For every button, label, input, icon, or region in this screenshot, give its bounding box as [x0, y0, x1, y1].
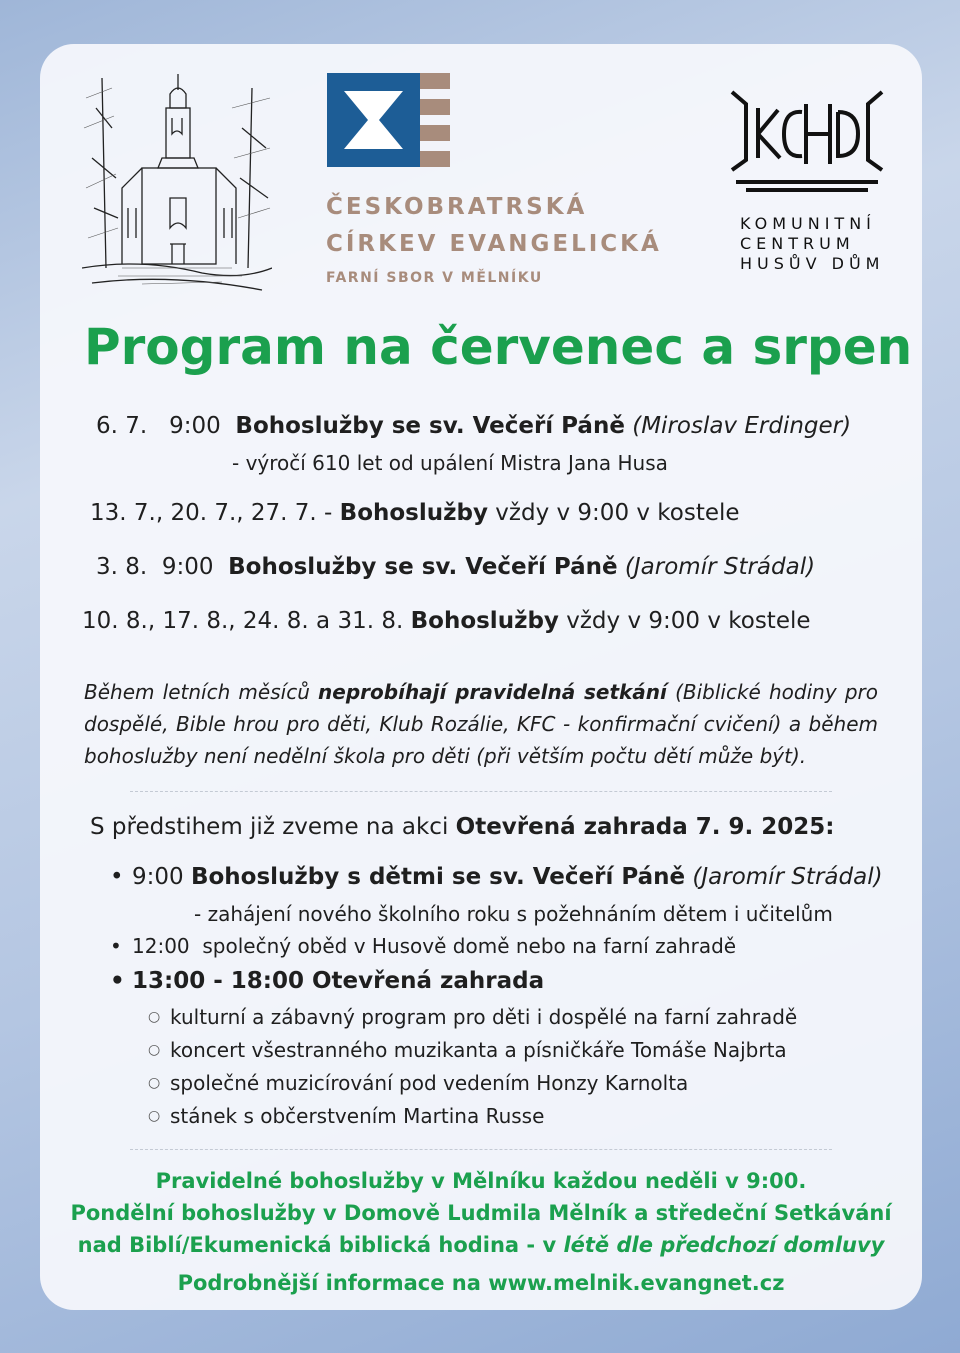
- item2-time: 12:00: [132, 934, 190, 958]
- footer-website: Podrobnější informace na www.melnik.evangnet.cz: [177, 1271, 785, 1295]
- schedule-row-4: [82, 608, 811, 634]
- cce-logo-square: [327, 73, 420, 167]
- row3-date: 3. 8.: [96, 554, 148, 580]
- invite-lead: [90, 814, 834, 840]
- schedule-row-3: [96, 554, 815, 580]
- row1-person: (Miroslav Erdinger): [632, 413, 852, 439]
- row2-event: Bohoslužby: [339, 500, 488, 526]
- summer-notice: [84, 676, 878, 772]
- page-title: Program na červenec a srpen: [84, 318, 913, 376]
- row3-person: (Jaromír Strádal): [624, 554, 816, 580]
- item1-event: Bohoslužby s dětmi se sv. Večeří Páně: [190, 864, 686, 890]
- subitem-4: ○ stánek s občerstvením Martina Russe: [170, 1104, 544, 1128]
- item1-time: 9:00: [132, 864, 184, 890]
- notice-part-a: Během letních měsíců: [84, 680, 310, 704]
- invite-item-1: [132, 864, 883, 890]
- subitem-2: ○ koncert všestranného muzikanta a písničkáře Tomáše Najbrta: [170, 1038, 787, 1062]
- row1-date: 6. 7.: [96, 413, 148, 439]
- item2-text: společný oběd v Husově domě nebo na farní zahradě: [202, 934, 737, 958]
- subitem-3: ○ společné muzicírování pod vedením Honzy Karnolta: [170, 1071, 688, 1095]
- row1-note: - výročí 610 let od upálení Mistra Jana Husa: [232, 451, 668, 475]
- row4-event: Bohoslužby: [410, 608, 559, 634]
- footer-line-3a: nad Biblí/Ekumenická biblická hodina - v: [77, 1233, 557, 1257]
- subitem-1: ○ kulturní a zábavný program pro děti i dospělé na farní zahradě: [170, 1005, 797, 1029]
- invite-lead-text: S předstihem již zveme na akci: [90, 814, 449, 840]
- church-sketch-illustration: [82, 68, 272, 296]
- schedule-row-1: [96, 413, 851, 439]
- row2-rest: vždy v 9:00 v kostele: [495, 500, 740, 526]
- row4-rest: vždy v 9:00 v kostele: [566, 608, 811, 634]
- invite-item-3: • 13:00 - 18:00 Otevřená zahrada: [132, 968, 544, 994]
- church-name-line2: CÍRKEV EVANGELICKÁ: [326, 231, 662, 257]
- item1-person: (Jaromír Strádal): [692, 864, 883, 890]
- invite-event: Otevřená zahrada 7. 9. 2025:: [455, 814, 835, 840]
- footer-line-1: Pravidelné bohoslužby v Mělníku každou neděli v 9:00.: [155, 1169, 807, 1193]
- divider: [130, 791, 832, 792]
- notice-part-c: (Biblické hodiny pro dospělé, Bible hrou pro děti, Klub Rozálie, KFC - konfirmační cvičení) a během bohoslužby není nedělní škola pro děti (při větším počtu dětí může být).: [84, 680, 878, 768]
- row4-dates: 10. 8., 17. 8., 24. 8. a 31. 8.: [82, 608, 404, 634]
- church-name-line1: ČESKOBRATRSKÁ: [326, 194, 588, 220]
- row3-event: Bohoslužby se sv. Večeří Páně: [228, 554, 618, 580]
- footer-line-3: [40, 1233, 922, 1257]
- parish-name: FARNÍ SBOR V MĚLNÍKU: [326, 270, 543, 286]
- footer-line-3b: létě dle předchozí domluvy: [563, 1233, 885, 1257]
- row2-dates: 13. 7., 20. 7., 27. 7. -: [90, 500, 333, 526]
- item1-note: - zahájení nového školního roku s požehnáním dětem i učitelům: [194, 902, 833, 926]
- kcdh-line3: HUSŮV DŮM: [740, 254, 885, 273]
- cce-logo-bars: [420, 73, 450, 167]
- footer-line-2: Pondělní bohoslužby v Domově Ludmila Mělník a středeční Setkávání: [70, 1201, 892, 1225]
- kcdh-logo-icon: [726, 88, 888, 194]
- row3-time: 9:00: [161, 554, 214, 580]
- kcdh-line2: CENTRUM: [740, 234, 855, 253]
- kcdh-line1: KOMUNITNÍ: [740, 214, 876, 233]
- schedule-row-2: [90, 500, 740, 526]
- invite-item-2: [132, 934, 736, 958]
- row1-event: Bohoslužby se sv. Večeří Páně: [235, 413, 625, 439]
- row1-time: 9:00: [169, 413, 221, 439]
- chalice-icon: [327, 73, 420, 167]
- divider: [130, 1149, 832, 1150]
- notice-part-b: neprobíhají pravidelná setkání: [318, 680, 667, 704]
